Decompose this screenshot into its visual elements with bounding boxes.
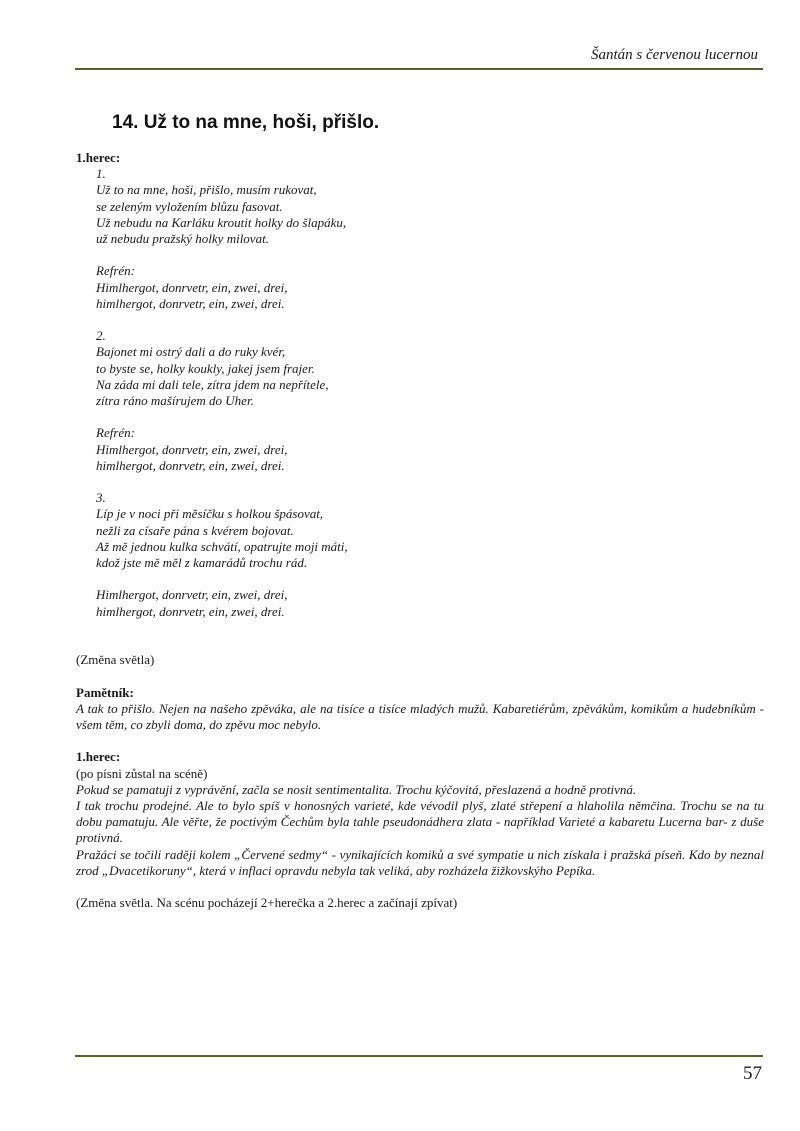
lyric-line: himlhergot, donrvetr, ein, zwei, drei. <box>96 457 285 473</box>
lyric-line: Už nebudu na Karláku kroutit holky do šlapáku, <box>96 214 347 230</box>
dialogue-paragraph: I tak trochu prodejné. Ale to bylo spíš v honosných varieté, kde vévodil plyš, zlaté střepení a hlaholila němčina. Trochu se na tu dobu pamatuju. Ale věřte, že poctivým Čechům byla tahle pseudonádhera zlata - například Varieté a kabaretu Lucerna bar- z duše protivná. <box>76 797 764 846</box>
lyric-line: Bajonet mi ostrý dali a do ruky kvér, <box>96 344 286 360</box>
page-number: 57 <box>743 1063 762 1084</box>
dialogue-paragraph: Pražáci se točili raději kolem „Červené sedmy“ - vynikajících komiků a své sympatie u nich získala i pražská píseň. Kdo by neznal zrod „Dvacetikoruny“, která v inflaci opravdu nebyla tak veliká, aby rozházela žižkovskýho Pepíka. <box>76 846 764 878</box>
speaker-label: 1.herec: <box>76 150 121 165</box>
lyric-line: kdož jste mě měl z kamarádů trochu rád. <box>96 555 308 571</box>
lyric-line: Himlhergot, donrvetr, ein, zwei, drei, <box>96 587 288 603</box>
footer-rule <box>75 1055 763 1057</box>
lyric-line: Himlhergot, donrvetr, ein, zwei, drei, <box>96 441 288 457</box>
song-lyrics <box>96 166 764 620</box>
header-rule <box>75 68 763 70</box>
lyric-line: 2. <box>96 328 106 344</box>
lyric-line: to byste se, holky koukly, jakej jsem frajer. <box>96 360 315 376</box>
lyric-line: se zeleným vyložením blůzu fasovat. <box>96 198 283 214</box>
lyric-line: Refrén: <box>96 263 135 279</box>
speaker-label: 1.herec: <box>76 749 121 765</box>
lyric-line: Už to na mne, hoši, přišlo, musím rukovat, <box>96 182 317 198</box>
stage-direction: (Změna světla) <box>76 652 155 668</box>
lyric-line: Líp je v noci při měsíčku s holkou špásovat, <box>96 506 324 522</box>
lyric-line: nežli za císaře pána s kvérem bojovat. <box>96 522 294 538</box>
lyric-line: himlhergot, donrvetr, ein, zwei, drei. <box>96 603 285 619</box>
lyric-line: himlhergot, donrvetr, ein, zwei, drei. <box>96 295 285 311</box>
lyric-line: zítra ráno mašírujem do Uher. <box>96 393 254 409</box>
lyric-line: Refrén: <box>96 425 135 441</box>
script-body <box>76 150 764 911</box>
lyric-line: 1. <box>96 166 106 182</box>
lyric-line: už nebudu pražský holky milovat. <box>96 231 269 247</box>
stage-direction: (Změna světla. Na scénu pocházejí 2+herečka a 2.herec a začínají zpívat) <box>76 895 458 911</box>
narration-paragraph: A tak to přišlo. Nejen na našeho zpěváka, ale na tisíce a tisíce mladých mužů. Kabaretiérům, zpěvákům, komikům a hudebníkům - všem těm, co zbyli doma, do zpěvu moc nebylo. <box>76 700 764 732</box>
dialogue-paragraph: Pokud se pamatuji z vyprávění, začla se nosit sentimentalita. Trochu kýčovitá, přeslazená a hodně protivná. <box>76 781 637 797</box>
lyric-line: Až mě jednou kulka schvátí, opatrujte moji máti, <box>96 538 348 554</box>
running-header: Šantán s červenou lucernou <box>590 47 758 63</box>
lyric-line: Himlhergot, donrvetr, ein, zwei, drei, <box>96 279 288 295</box>
speaker-label: Pamětník: <box>76 684 134 700</box>
lyric-line: 3. <box>96 490 106 506</box>
lyric-line: Na záda mi dali tele, zítra jdem na nepřítele, <box>96 376 329 392</box>
song-title: 14. Už to na mne, hoši, přišlo. <box>112 112 380 133</box>
stage-direction: (po písni zůstal na scéně) <box>76 765 208 781</box>
